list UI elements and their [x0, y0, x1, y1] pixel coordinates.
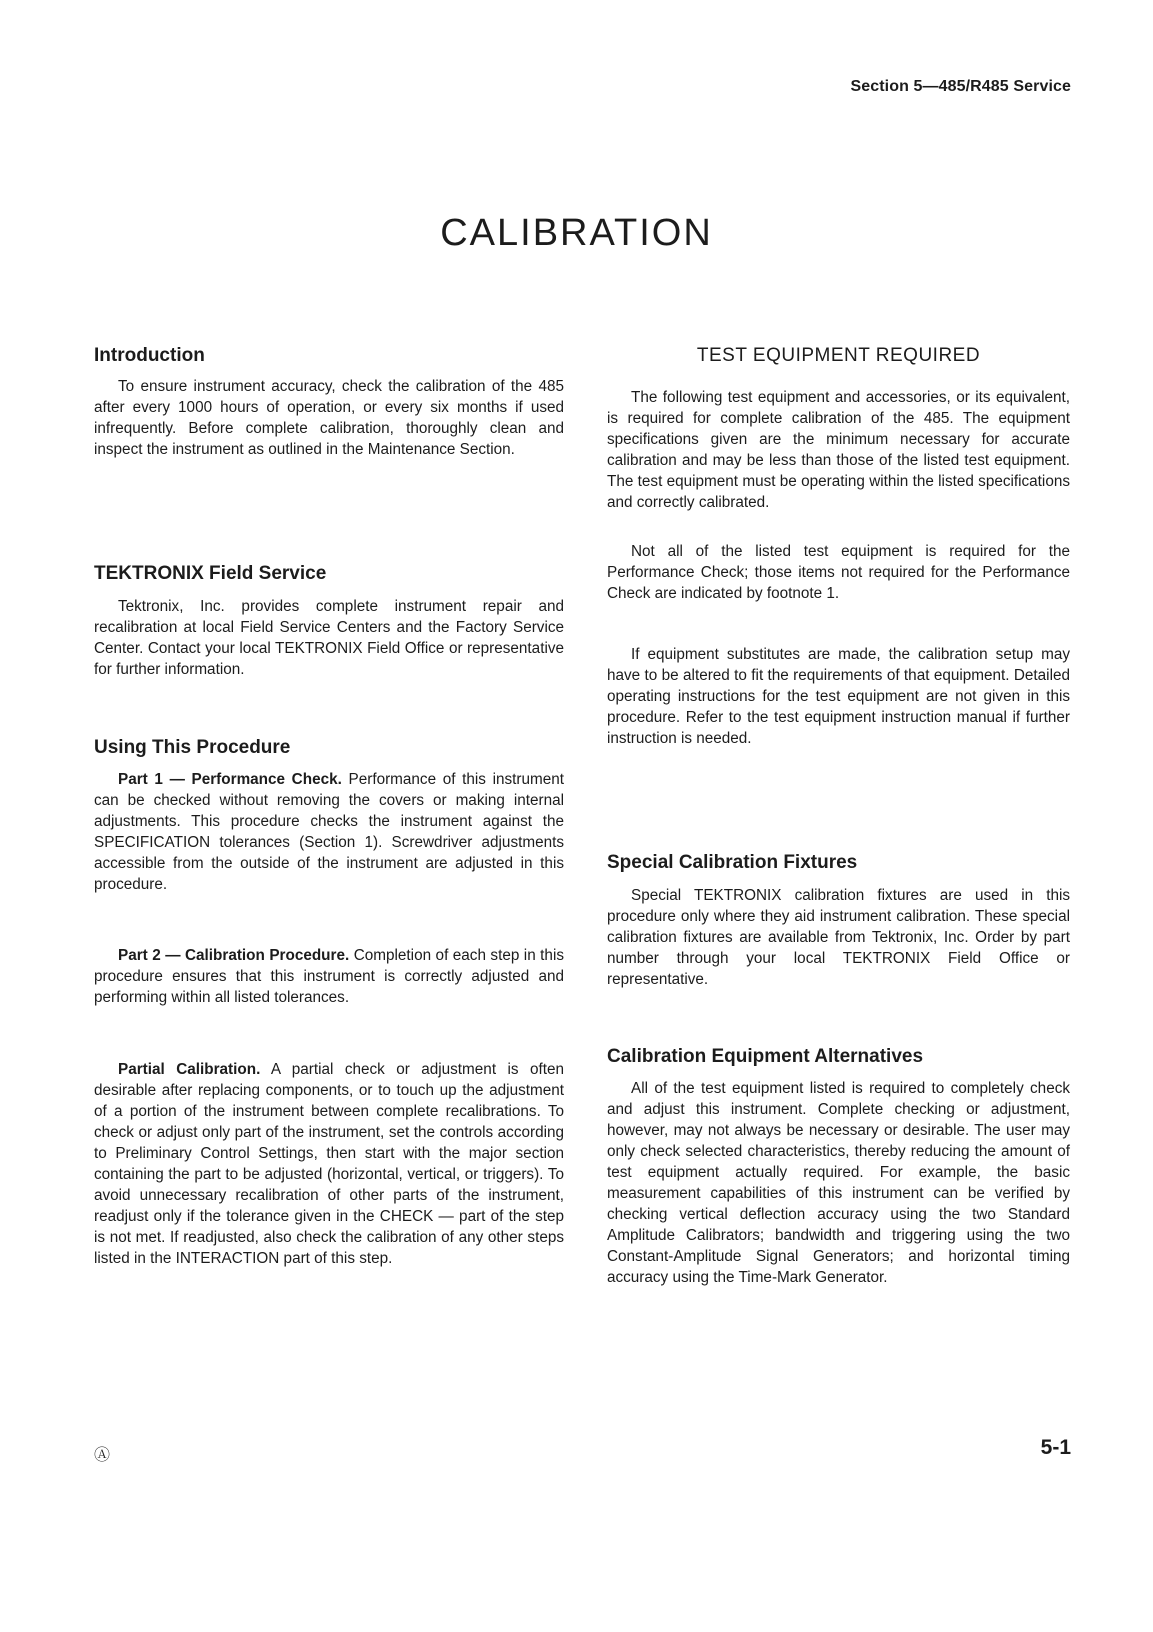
part2-label: Part 2 — Calibration Procedure. [118, 947, 350, 964]
partial-calibration-paragraph [94, 1059, 564, 1269]
special-fixtures-section [607, 852, 1070, 990]
part1-label: Part 1 — Performance Check. [118, 771, 342, 788]
special-fixtures-heading: Special Calibration Fixtures [607, 852, 858, 873]
part2-section [94, 945, 564, 1008]
using-procedure-heading: Using This Procedure [94, 737, 291, 758]
field-service-heading: TEKTRONIX Field Service [94, 563, 327, 584]
alternatives-body: All of the test equipment listed is required to completely check and adjust this instrument. Complete checking or adjustment, however, may not always be necessary or desirable. The user may only check selected characteristics, thereby reducing the amount of test equipment actually required. For example, the basic measurement capabilities of this instrument can be verified by checking vertical deflection accuracy using the two Standard Amplitude Calibrators; bandwidth and triggering using the two Constant-Amplitude Signal Generators; and horizontal timing accuracy using the Time-Mark Generator. [607, 1080, 1070, 1286]
test-equipment-heading: TEST EQUIPMENT REQUIRED [696, 345, 981, 366]
alternatives-heading: Calibration Equipment Alternatives [607, 1046, 924, 1067]
test-equipment-p3: If equipment substitutes are made, the calibration setup may have to be altered to fit the requirements of that equipment. Detailed operating instructions for the test equipment are not given in this procedure. Refer to the test equipment instruction manual if further instruction is needed. [607, 646, 1070, 747]
part2-paragraph [94, 945, 564, 1008]
page-title: CALIBRATION [440, 212, 713, 254]
introduction-body: To ensure instrument accuracy, check the calibration of the 485 after every 1000 hours of operation, or every six months if used infrequently. Before complete calibration, thoroughly clean and inspect the instrument as outlined in the Maintenance Section. [94, 378, 564, 458]
page-number: 5-1 [1040, 1436, 1071, 1459]
partial-calibration-label: Partial Calibration. [118, 1061, 261, 1078]
part1-paragraph [94, 769, 564, 895]
introduction-heading: Introduction [94, 345, 205, 366]
test-equipment-p1: The following test equipment and accessories, or its equivalent, is required for complete calibration of the 485. The equipment specifications given are the minimum necessary for accurate calibration and may be less than those of the listed test equipment. The test equipment must be operating within the listed specifications and correctly calibrated. [607, 389, 1070, 511]
introduction-section [94, 345, 564, 460]
part2-body: Completion of each step in this procedure ensures that this instrument is correctly adjusted and performing within all listed tolerances. [94, 947, 564, 1006]
partial-calibration-section [94, 1059, 564, 1269]
part1-body: Performance of this instrument can be checked without removing the covers or making internal adjustments. This procedure checks the instrument against the SPECIFICATION tolerances (Section 1). Screwdriver adjustments accessible from the outside of the instrument are adjusted in this procedure. [94, 771, 565, 893]
section-header: Section 5—485/R485 Service [850, 78, 1071, 95]
test-equipment-p2: Not all of the listed test equipment is required for the Performance Check; those items not required for the Performance Check are indicated by footnote 1. [607, 543, 1070, 602]
alternatives-section [607, 1046, 1070, 1288]
partial-calibration-body: A partial check or adjustment is often desirable after replacing components, or to touch up the adjustment of a portion of the instrument between complete recalibrations. To check or adjust only part of the instrument, set the controls according to Preliminary Control Settings, then start with the major section containing the part to be adjusted (horizontal, vertical, or triggers). To avoid unnecessary recalibration of other parts of the instrument, readjust only if the tolerance given in the CHECK — part of the step is not met. If readjusted, also check the calibration of any other steps listed in the INTERACTION part of this step. [94, 1061, 564, 1267]
special-fixtures-body: Special TEKTRONIX calibration fixtures are used in this procedure only where they aid instrument calibration. These special calibration fixtures are available from Tektronix, Inc. Order by part number through your local TEKTRONIX Field Office or representative. [607, 887, 1070, 988]
using-procedure-section [94, 737, 564, 895]
field-service-body: Tektronix, Inc. provides complete instrument repair and recalibration at local Field Service Centers and the Factory Service Center. Contact your local TEKTRONIX Field Office or representative for further information. [94, 598, 564, 678]
test-equipment-section [607, 345, 1070, 749]
revision-mark: Ⓐ [94, 1447, 111, 1464]
field-service-section [94, 563, 564, 680]
